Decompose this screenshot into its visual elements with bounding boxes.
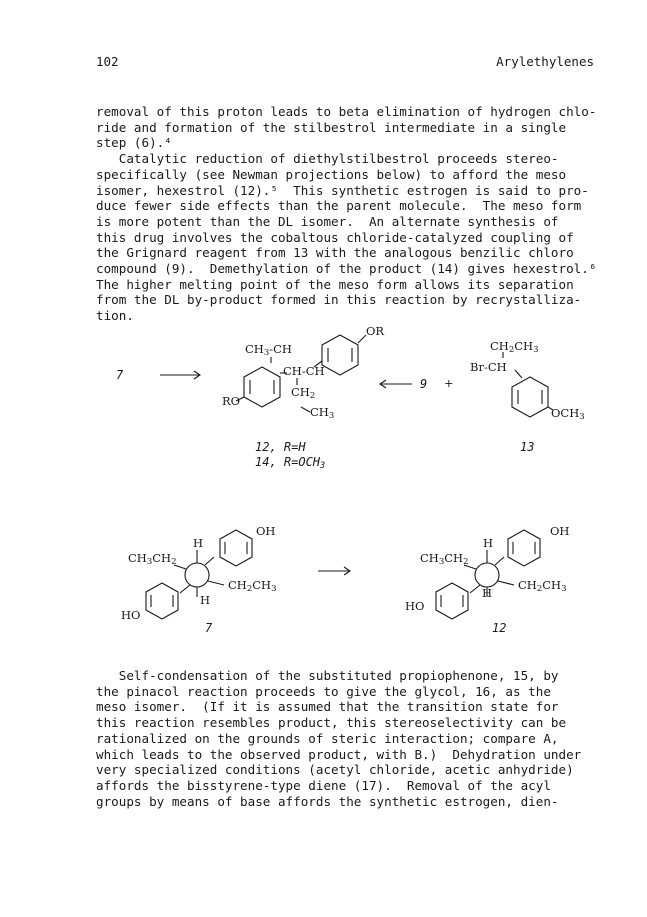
h-label: H bbox=[483, 536, 494, 550]
h-label: H bbox=[193, 536, 204, 550]
ch3ch2-label: $CH_3CH_2$ bbox=[420, 551, 469, 567]
compound-label-14: 14, $R=OCH_3$ bbox=[255, 455, 326, 471]
text-line: step (6).⁴ bbox=[96, 135, 172, 151]
page-header bbox=[96, 54, 594, 70]
running-head: Arylethylenes bbox=[496, 54, 594, 69]
text-line: very specialized conditions (acetyl chloride, acetic anhydride) bbox=[96, 762, 574, 778]
text-line: meso isomer. (If it is assumed that the transition state for bbox=[96, 699, 559, 715]
oh-label: OH bbox=[256, 524, 276, 538]
compound-label-13: 13 bbox=[520, 440, 535, 454]
text-line: the pinacol reaction proceeds to give the glycol, 16, as the bbox=[96, 683, 551, 699]
ch3-fragment: $CH_3$ bbox=[310, 405, 335, 421]
ch2-fragment: $CH_2$ bbox=[291, 385, 316, 401]
text-line: Catalytic reduction of diethylstilbestrol proceeds stereo- bbox=[96, 151, 559, 167]
text-line: tion. bbox=[96, 308, 134, 324]
body-paragraph-1 bbox=[96, 104, 598, 324]
plus-sign: + bbox=[444, 376, 454, 390]
compound-label-12: 12 bbox=[492, 621, 507, 635]
compound-label-7: 7 bbox=[116, 368, 124, 382]
ch3ch2-label: $CH_3CH_2$ bbox=[128, 551, 177, 567]
product-label-12: 12, R=H bbox=[255, 440, 306, 454]
text-line: is more potent than the DL isomer. An alternate synthesis of bbox=[96, 213, 559, 229]
ho-label: HO bbox=[121, 608, 141, 622]
h-label: H bbox=[482, 586, 493, 600]
or-substituent: OR bbox=[366, 324, 385, 338]
text-line: which leads to the observed product, with B.) Dehydration under bbox=[96, 746, 582, 762]
ho-label: HO bbox=[405, 599, 425, 613]
text-line: The higher melting point of the meso form allows its separation bbox=[96, 276, 574, 292]
ch3-ch-fragment: $CH_3-CH$ bbox=[245, 342, 292, 358]
ro-substituent: RO bbox=[222, 394, 241, 408]
synthesis-scheme bbox=[0, 315, 647, 475]
compound-label-7: 7 bbox=[205, 621, 213, 635]
compound-label-12 bbox=[255, 440, 306, 454]
oh-label: OH bbox=[550, 524, 570, 538]
ch2ch3-label: $CH_2CH_3$ bbox=[518, 578, 567, 594]
page-number: 102 bbox=[96, 54, 119, 69]
text-line: compound (9). Demethylation of the product (14) gives hexestrol.⁶ bbox=[96, 261, 597, 277]
text-line: from the DL by-product formed in this reaction by recrystalliza- bbox=[96, 292, 582, 308]
text-line: this drug involves the cobaltous chloride-catalyzed coupling of bbox=[96, 229, 574, 245]
text-line: groups by means of base affords the synthetic estrogen, dien- bbox=[96, 793, 559, 809]
chch-fragment: CH-CH bbox=[283, 364, 325, 378]
text-line: isomer, hexestrol (12).⁵ This synthetic estrogen is said to pro- bbox=[96, 182, 589, 198]
text-line: specifically (see Newman projections below) to afford the meso bbox=[96, 166, 567, 182]
text-line: rationalized on the grounds of steric interaction; compare A, bbox=[96, 730, 559, 746]
text-line: the Grignard reagent from 13 with the analogous benzilic chloro bbox=[96, 245, 574, 261]
newman-scheme bbox=[0, 515, 647, 640]
text-line: this reaction resembles product, this stereoselectivity can be bbox=[96, 715, 567, 731]
h-label: H bbox=[200, 593, 211, 607]
och3-substituent: $OCH_3$ bbox=[551, 406, 585, 422]
text-line: ride and formation of the stilbestrol intermediate in a single bbox=[96, 119, 567, 135]
ch2ch3-fragment: $CH_2CH_3$ bbox=[490, 339, 539, 355]
text-line: duce fewer side effects than the parent molecule. The meso form bbox=[96, 198, 582, 214]
reagent-label-9: 9 bbox=[420, 377, 428, 391]
text-line: affords the bisstyrene-type diene (17). Removal of the acyl bbox=[96, 777, 551, 793]
text-line: removal of this proton leads to beta elimination of hydrogen chlo- bbox=[96, 104, 597, 119]
ch2ch3-label: $CH_2CH_3$ bbox=[228, 578, 277, 594]
scheme-bonds bbox=[0, 315, 647, 475]
body-paragraph-2 bbox=[96, 668, 598, 809]
text-line: Self-condensation of the substituted propiophenone, 15, by bbox=[96, 668, 559, 683]
br-ch-fragment: Br-CH bbox=[470, 360, 507, 374]
